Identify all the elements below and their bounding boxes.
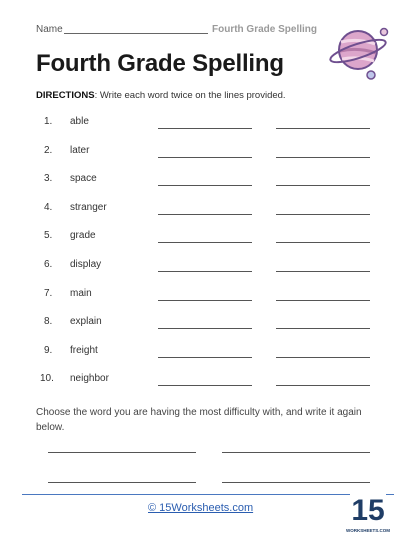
write-line-difficult-2[interactable] — [222, 452, 370, 453]
name-label: Name — [36, 24, 63, 35]
word-row — [0, 288, 416, 308]
spelling-word: display — [70, 259, 102, 270]
word-number: 3. — [44, 173, 53, 184]
word-number: 10. — [40, 373, 54, 384]
copyright-link[interactable]: © 15Worksheets.com — [148, 502, 254, 514]
spelling-word: later — [70, 145, 90, 156]
directions-body: : Write each word twice on the lines provided. — [94, 90, 286, 101]
word-number: 4. — [44, 202, 53, 213]
write-line-second[interactable] — [276, 185, 370, 186]
write-line-first[interactable] — [158, 385, 252, 386]
write-line-second[interactable] — [276, 214, 370, 215]
spelling-word: neighbor — [70, 373, 109, 384]
write-line-first[interactable] — [158, 157, 252, 158]
word-row — [0, 345, 416, 365]
write-line-first[interactable] — [158, 128, 252, 129]
word-row — [0, 230, 416, 250]
write-line-second[interactable] — [276, 328, 370, 329]
write-line-second[interactable] — [276, 357, 370, 358]
spelling-word: space — [70, 173, 97, 184]
write-line-first[interactable] — [158, 300, 252, 301]
difficult-word-instructions: Choose the word you are having the most difficulty with, and write it again below. — [36, 407, 362, 433]
word-number: 6. — [44, 259, 53, 270]
write-line-second[interactable] — [276, 157, 370, 158]
word-number: 2. — [44, 145, 53, 156]
directions-label: DIRECTIONS — [36, 90, 95, 101]
write-line-difficult-4[interactable] — [222, 482, 370, 483]
logo-number: 15 — [351, 494, 385, 527]
worksheets-logo-icon — [345, 490, 391, 536]
write-line-second[interactable] — [276, 271, 370, 272]
write-line-first[interactable] — [158, 357, 252, 358]
word-row — [0, 116, 416, 136]
header-brand: Fourth Grade Spelling — [212, 24, 318, 35]
word-number: 7. — [44, 288, 53, 299]
word-number: 9. — [44, 345, 53, 356]
word-row — [0, 173, 416, 193]
write-line-first[interactable] — [158, 328, 252, 329]
word-row — [0, 373, 416, 393]
write-line-difficult-3[interactable] — [48, 482, 196, 483]
footer-divider — [22, 494, 394, 495]
spelling-word: explain — [70, 316, 102, 327]
word-row — [0, 145, 416, 165]
spelling-word: able — [70, 116, 89, 127]
word-row — [0, 316, 416, 336]
word-number: 5. — [44, 230, 53, 241]
word-number: 1. — [44, 116, 53, 127]
logo-text: WORKSHEETS.COM — [345, 528, 391, 533]
write-line-second[interactable] — [276, 300, 370, 301]
write-line-first[interactable] — [158, 185, 252, 186]
write-line-second[interactable] — [276, 242, 370, 243]
directions-text — [36, 90, 286, 101]
planet-icon — [326, 20, 390, 84]
page-title: Fourth Grade Spelling — [36, 50, 284, 77]
word-row — [0, 259, 416, 279]
write-line-second[interactable] — [276, 128, 370, 129]
spelling-word: grade — [70, 230, 96, 241]
write-line-first[interactable] — [158, 242, 252, 243]
word-number: 8. — [44, 316, 53, 327]
write-line-difficult-1[interactable] — [48, 452, 196, 453]
spelling-word: freight — [70, 345, 98, 356]
word-row — [0, 202, 416, 222]
write-line-first[interactable] — [158, 271, 252, 272]
write-line-second[interactable] — [276, 385, 370, 386]
name-write-line[interactable] — [64, 33, 208, 34]
write-line-first[interactable] — [158, 214, 252, 215]
spelling-word: main — [70, 288, 92, 299]
spelling-word: stranger — [70, 202, 107, 213]
